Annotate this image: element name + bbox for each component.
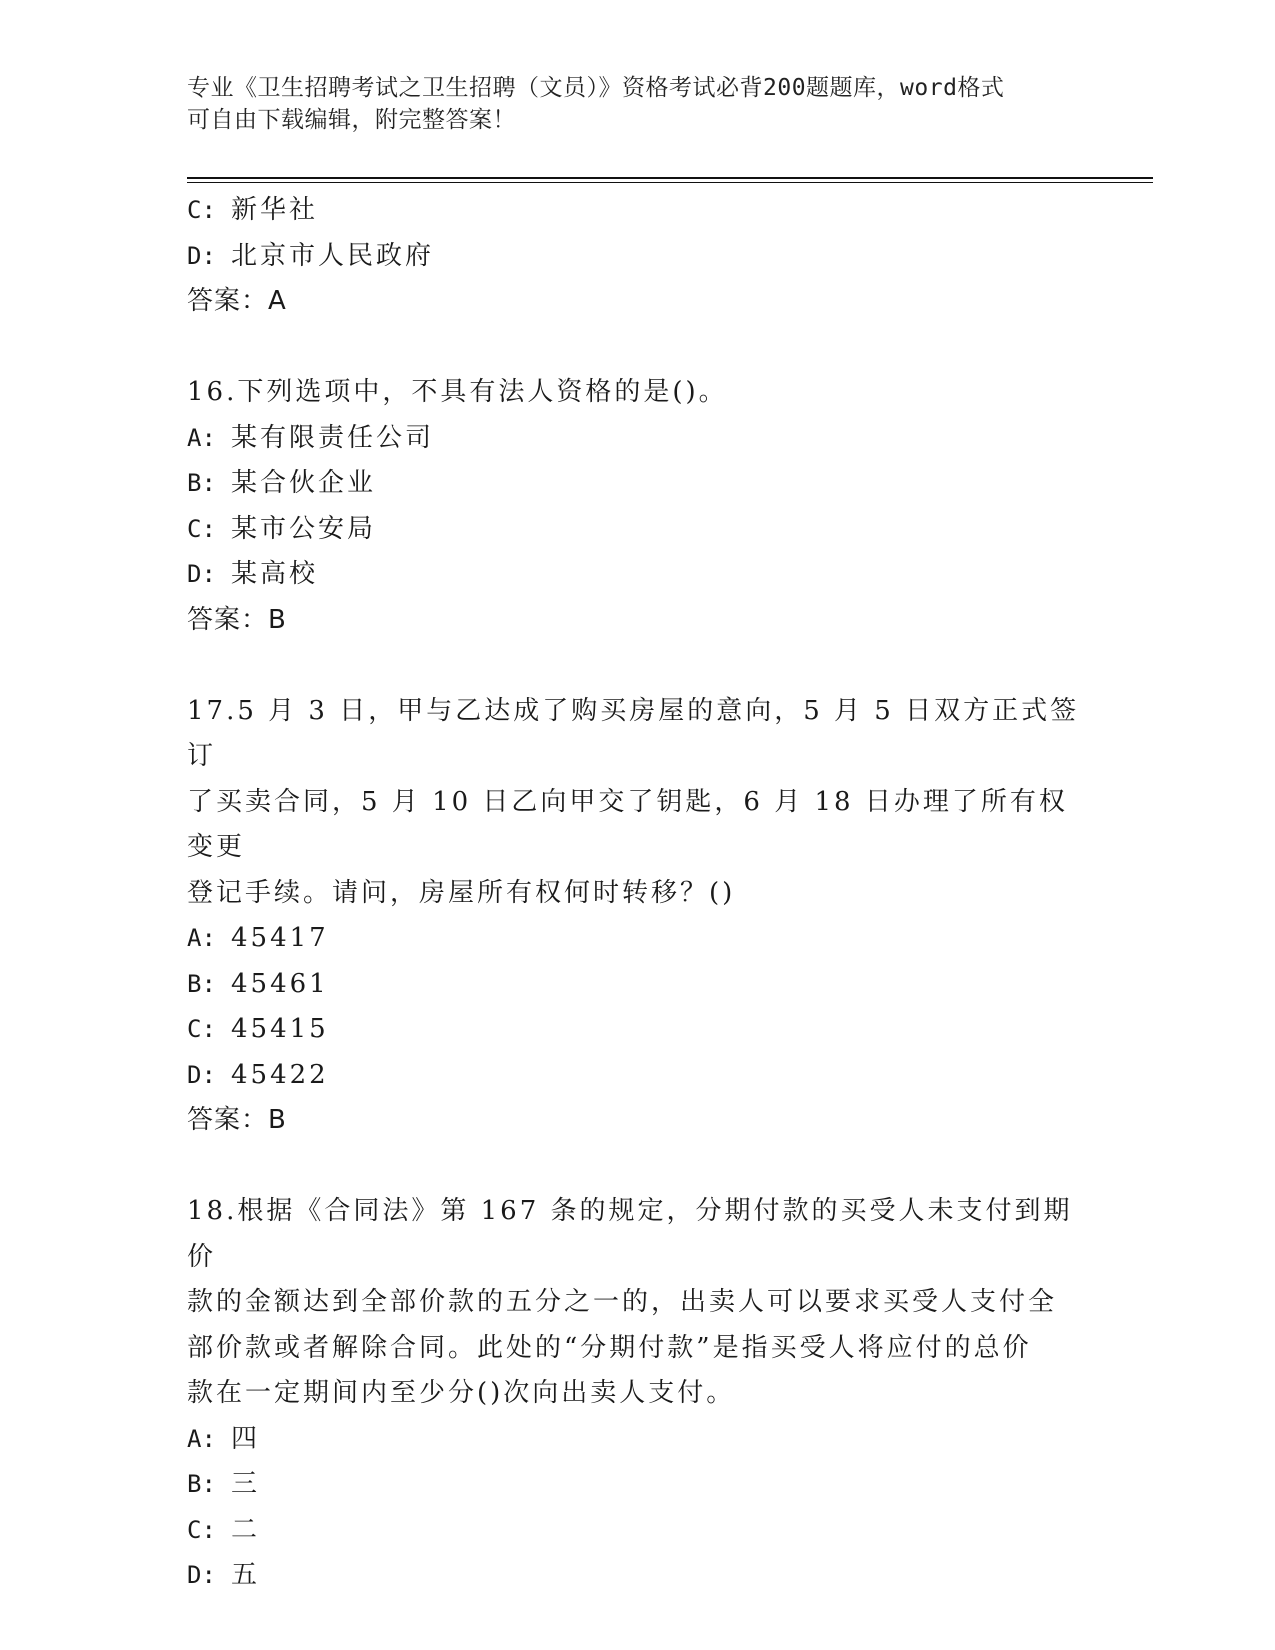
option-b [187, 461, 1087, 507]
question-stem-line: 登记手续。请问，房屋所有权何时转移？() [187, 877, 736, 908]
option-key: D: [187, 1561, 216, 1589]
question-stem-line: 16.下列选项中，不具有法人资格的是()。 [187, 377, 728, 407]
option-text: 45422 [231, 1059, 329, 1090]
option-key: D: [187, 1060, 216, 1089]
option-b [187, 1462, 1087, 1508]
option-c [187, 1508, 1087, 1554]
header-divider-thin [187, 182, 1153, 183]
option-text: 四 [231, 1423, 261, 1454]
option-c [187, 1007, 1087, 1053]
option-d [187, 1553, 1087, 1599]
header-line-1: 专业《卫生招聘考试之卫生招聘（文员）》资格考试必背200题题库，word格式 [187, 75, 1005, 101]
question-stem-line: 款的金额达到全部价款的五分之一的，出卖人可以要求买受人支付全 [187, 1287, 1058, 1317]
option-key: A: [187, 924, 216, 952]
option-text: 三 [231, 1469, 261, 1499]
option-c [187, 507, 1087, 553]
option-a [187, 916, 1087, 962]
option-d [187, 234, 1087, 280]
question-stem-line: 了买卖合同，5 月 10 日乙向甲交了钥匙，6 月 18 日办理了所有权变更 [187, 786, 1068, 862]
option-key: C: [187, 514, 216, 543]
option-key: C: [187, 196, 216, 224]
header-line-2: 可自由下载编辑，附完整答案！ [187, 107, 516, 133]
question-18 [187, 1189, 1087, 1599]
option-key: B: [187, 969, 216, 998]
answer-line: 答案：B [187, 604, 287, 635]
option-key: A: [187, 1424, 216, 1453]
option-key: D: [187, 241, 216, 270]
option-key: C: [187, 1515, 216, 1544]
option-b [187, 962, 1087, 1008]
option-text: 45417 [231, 923, 329, 953]
option-text: 某高校 [231, 559, 319, 589]
option-c [187, 188, 1087, 234]
option-a [187, 1417, 1087, 1463]
option-text: 二 [231, 1514, 261, 1545]
option-text: 45415 [231, 1014, 329, 1044]
option-key: B: [187, 1470, 216, 1498]
question-16 [187, 370, 1087, 643]
question-stem-line: 部价款或者解除合同。此处的“分期付款”是指买受人将应付的总价 [187, 1332, 1032, 1363]
option-d [187, 552, 1087, 598]
partial-question-15 [187, 188, 1087, 325]
question-stem-line: 款在一定期间内至少分()次向出卖人支付。 [187, 1378, 736, 1408]
question-stem-line: 17.5 月 3 日，甲与乙达成了购买房屋的意向，5 月 5 日双方正式签订 [187, 695, 1080, 771]
header-divider-thick [187, 177, 1153, 179]
option-text: 某市公安局 [231, 513, 377, 544]
answer-line: 答案：A [187, 286, 287, 316]
option-text: 北京市人民政府 [231, 240, 435, 271]
answer-line: 答案：B [187, 1105, 287, 1135]
option-a [187, 416, 1087, 462]
question-list [187, 188, 1087, 1599]
question-17 [187, 689, 1087, 1144]
option-text: 某合伙企业 [231, 468, 377, 498]
option-text: 五 [231, 1560, 261, 1590]
document-header [187, 72, 1067, 136]
option-key: B: [187, 469, 216, 497]
option-d [187, 1053, 1087, 1099]
option-text: 新华社 [231, 195, 319, 225]
option-key: A: [187, 423, 216, 452]
option-text: 某有限责任公司 [231, 422, 435, 453]
question-stem-line: 18.根据《合同法》第 167 条的规定，分期付款的买受人未支付到期价 [187, 1196, 1073, 1272]
option-key: D: [187, 560, 216, 588]
option-text: 45461 [231, 968, 329, 999]
option-key: C: [187, 1015, 216, 1043]
